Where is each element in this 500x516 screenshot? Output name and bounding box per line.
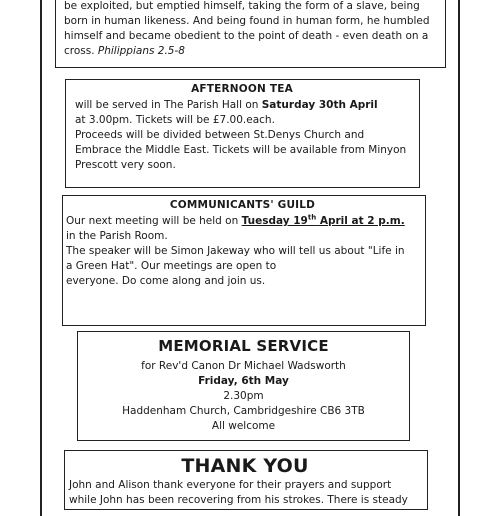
afternoon-tea-title: AFTERNOON TEA: [191, 83, 293, 95]
thank-you-line: while John has been recovering from his strokes. There is steady: [69, 494, 408, 506]
scripture-text: cross.: [64, 45, 98, 57]
guild-line: everyone. Do come along and join us.: [66, 275, 266, 287]
tea-line: at 3.00pm. Tickets will be £7.00.each.: [75, 114, 275, 126]
scripture-line: born in human likeness. And being found in human form, he humbled: [64, 15, 430, 27]
guild-line: The speaker will be Simon Jakeway who will tell us about "Life in: [66, 245, 405, 257]
scripture-box: [55, 0, 446, 68]
afternoon-tea-box: [65, 79, 420, 188]
memorial-line: for Rev'd Canon Dr Michael Wadsworth: [141, 360, 346, 372]
memorial-date-text: Friday, 6th May: [198, 375, 289, 387]
scripture-reference: Philippians 2.5-8: [97, 45, 185, 57]
guild-date-suffix: th: [307, 213, 317, 222]
scripture-line: [64, 44, 439, 59]
guild-line: a Green Hat". Our meetings are open to: [66, 260, 277, 272]
tea-line: [71, 98, 413, 113]
memorial-time: 2.30pm: [223, 390, 264, 402]
memorial-venue: Haddenham Church, Cambridgeshire CB6 3TB: [122, 405, 365, 417]
guild-date: Tuesday 19: [241, 215, 308, 227]
communicants-guild-title: COMMUNICANTS' GUILD: [169, 199, 316, 211]
thank-you-box: [64, 450, 428, 510]
guild-line-text: Our next meeting will be held on: [66, 215, 242, 227]
tea-line-text: will be served in The Parish Hall on: [75, 99, 262, 111]
thank-you-line: John and Alison thank everyone for their prayers and support: [69, 479, 392, 491]
memorial-welcome: All welcome: [211, 420, 276, 432]
guild-date-rest: April at 2 p.m.: [316, 215, 405, 227]
communicants-guild-box: [62, 195, 426, 326]
guild-line: [66, 214, 419, 229]
scripture-line: be exploited, but emptied himself, taking the form of a slave, being: [64, 0, 420, 12]
memorial-date: [84, 374, 403, 389]
thank-you-title: THANK YOU: [181, 455, 309, 477]
guild-line: in the Parish Room.: [66, 230, 168, 242]
tea-date: Saturday 30th April: [261, 99, 378, 111]
tea-line: Prescott very soon.: [75, 159, 176, 171]
scripture-line: himself and became obedient to the point of death - even death on a: [64, 30, 429, 42]
tea-line: Embrace the Middle East. Tickets will be available from Minyon: [75, 144, 407, 156]
memorial-service-title: MEMORIAL SERVICE: [158, 337, 329, 355]
tea-line: Proceeds will be divided between St.Denys Church and: [75, 129, 365, 141]
memorial-service-box: [77, 331, 410, 441]
